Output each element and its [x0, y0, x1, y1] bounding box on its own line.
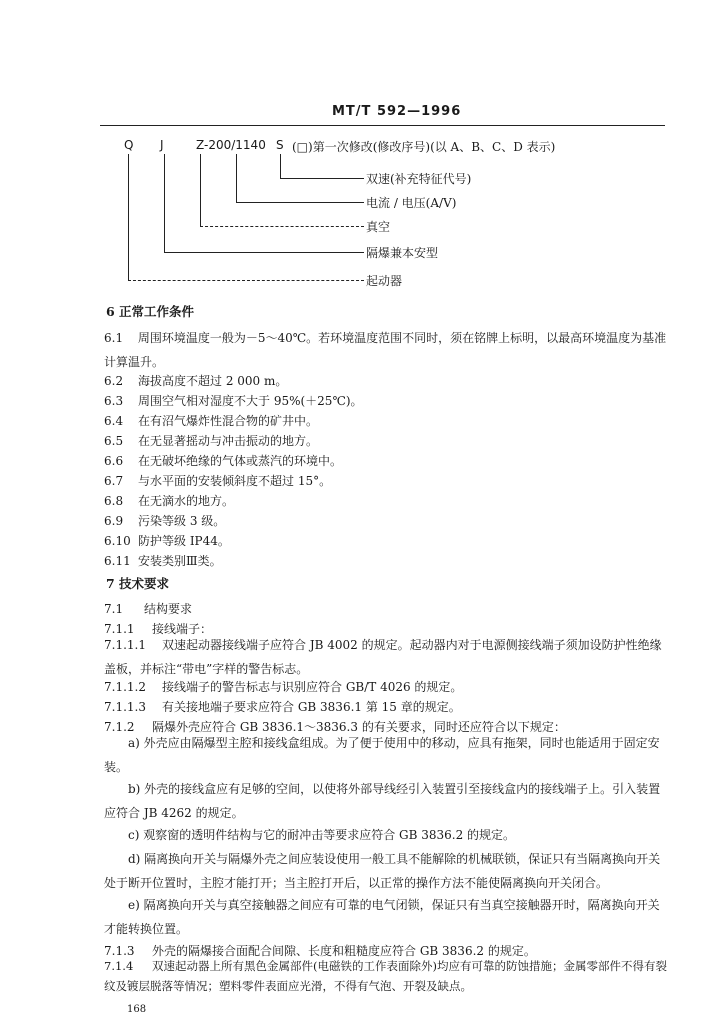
clause-text: 接线端子的警告标志与识别应符合 GB/T 4026 的规定。 — [162, 680, 463, 694]
code-rating: Z-200/1140 — [196, 138, 266, 152]
clause-number: 7.1.1.1 — [104, 638, 146, 652]
clause-7-1-2-b — [104, 778, 669, 825]
clause-text: 隔爆外壳应符合 GB 3836.1～3836.3 的有关要求，同时还应符合以下规定： — [152, 720, 566, 734]
q-connector-horizontal — [128, 280, 364, 281]
clause-text: 在无破坏绝缘的气体或蒸汽的环境中。 — [138, 454, 343, 468]
clause-text: c) 观察窗的透明件结构与它的耐冲击等要求应符合 GB 3836.2 的规定。 — [128, 828, 516, 842]
standard-code-header: MT/T 592—1996 — [332, 104, 462, 119]
header-rule — [100, 125, 665, 126]
j-connector-horizontal — [164, 252, 364, 253]
clause-6-5 — [104, 432, 318, 449]
clause-number: 6.4 — [104, 414, 124, 428]
clause-6-8 — [104, 492, 234, 509]
clause-6-4 — [104, 412, 318, 429]
clause-7-1 — [104, 600, 192, 617]
clause-number: 6.10 — [104, 534, 131, 548]
clause-text: 防护等级 IP44。 — [138, 534, 230, 548]
clause-text: 接线端子： — [152, 622, 213, 636]
clause-number: 7.1.1 — [104, 622, 135, 636]
clause-number: 7.1.1.2 — [104, 680, 146, 694]
clause-text: 在有沼气爆炸性混合物的矿井中。 — [138, 414, 319, 428]
clause-number: 7.1.2 — [104, 720, 135, 734]
label-current-voltage: 电流 / 电压(A/V) — [366, 196, 457, 210]
code-revision-note: (□)第一次修改(修改序号)(以 A、B、C、D 表示) — [292, 140, 556, 154]
clause-6-7 — [104, 472, 331, 489]
q-connector-vertical — [128, 154, 129, 280]
clause-text: 周围环境温度一般为－5～40℃。若环境温度范围不同时，须在铭牌上标明，以最高环境温度为基准计算温升。 — [104, 331, 667, 369]
clause-7-1-2-a — [104, 732, 669, 779]
clause-6-6 — [104, 452, 342, 469]
page-number: 168 — [127, 1004, 147, 1015]
s-connector-horizontal — [280, 178, 364, 179]
z-connector-vertical — [200, 154, 201, 226]
clause-text: 双速起动器接线端子应符合 JB 4002 的规定。起动器内对于电源侧接线端子须加设防护性绝缘盖板，并标注“带电”字样的警告标志。 — [104, 638, 662, 676]
clause-text: a) 外壳应由隔爆型主腔和接线盒组成。为了便于使用中的移动，应具有拖架，同时也能适用于固定安装。 — [104, 736, 660, 774]
clause-number: 7.1 — [104, 602, 124, 616]
clause-number: 6.11 — [104, 554, 131, 568]
clause-6-11 — [104, 552, 222, 569]
clause-number: 6.9 — [104, 514, 124, 528]
j-connector-vertical — [164, 154, 165, 252]
clause-text: 安装类别Ⅲ类。 — [138, 554, 222, 568]
clause-number: 6.2 — [104, 374, 124, 388]
clause-text: 双速起动器上所有黑色金属部件(电磁铁的工作表面除外)均应有可靠的防蚀措施；金属零部件不得有裂纹及镀层脱落等情况；塑料零件表面应光滑，不得有气泡、开裂及缺点。 — [104, 959, 667, 993]
clause-number: 6.3 — [104, 394, 124, 408]
clause-number: 6.8 — [104, 494, 124, 508]
clause-number: 7.1.4 — [104, 959, 134, 973]
label-vacuum: 真空 — [366, 220, 391, 234]
clause-6-2 — [104, 372, 287, 389]
clause-number: 6.1 — [104, 331, 124, 345]
clause-text: 在无显著摇动与冲击振动的地方。 — [138, 434, 319, 448]
clause-text: 有关接地端子要求应符合 GB 3836.1 第 15 章的规定。 — [162, 700, 461, 714]
clause-6-9 — [104, 512, 225, 529]
clause-text: e) 隔离换向开关与真空接触器之间应有可靠的电气闭锁，保证只有当真空接触器开时，隔离换向开关才能转换位置。 — [104, 898, 660, 936]
code-letter-q: Q — [124, 138, 134, 152]
clause-text: b) 外壳的接线盒应有足够的空间，以使将外部导线经引入装置引至接线盒内的接线端子上。引入装置应符合 JB 4262 的规定。 — [104, 782, 661, 820]
rating-connector-horizontal — [236, 202, 364, 203]
clause-7-1-1-1 — [104, 634, 669, 681]
clause-number: 6.6 — [104, 454, 124, 468]
code-letter-s: S — [276, 138, 284, 152]
code-letter-j: J — [160, 138, 164, 152]
z-connector-horizontal — [200, 226, 364, 227]
clause-text: 结构要求 — [144, 602, 193, 616]
clause-7-1-2-c — [104, 824, 669, 848]
clause-text: 在无滴水的地方。 — [138, 494, 235, 508]
section-7-heading: 7 技术要求 — [106, 576, 170, 591]
clause-7-1-4 — [104, 956, 669, 996]
clause-7-1-1-2 — [104, 678, 462, 695]
clause-number: 7.1.1.3 — [104, 700, 146, 714]
clause-text: 海拔高度不超过 2 000 m。 — [138, 374, 288, 388]
label-dual-speed: 双速(补充特征代号) — [366, 172, 472, 186]
clause-7-1-2-e — [104, 894, 669, 941]
clause-text: 周围空气相对湿度不大于 95%(＋25℃)。 — [138, 394, 363, 408]
label-flameproof-intrinsic: 隔爆兼本安型 — [366, 246, 439, 260]
clause-6-3 — [104, 392, 363, 409]
clause-number: 7.1.3 — [104, 944, 135, 958]
section-6-heading: 6 正常工作条件 — [106, 304, 195, 319]
clause-text: 与水平面的安装倾斜度不超过 15°。 — [138, 474, 332, 488]
label-starter: 起动器 — [366, 274, 403, 288]
clause-7-1-1-3 — [104, 698, 461, 715]
rating-connector-vertical — [236, 154, 237, 202]
clause-7-1-2-d — [104, 848, 669, 895]
clause-text: 外壳的隔爆接合面配合间隙、长度和粗糙度应符合 GB 3836.2 的规定。 — [152, 944, 536, 958]
s-connector-vertical — [280, 154, 281, 178]
clause-6-1 — [104, 327, 669, 374]
clause-text: d) 隔离换向开关与隔爆外壳之间应装设使用一般工具不能解除的机械联锁，保证只有当隔离换向开关处于断开位置时，主腔才能打开；当主腔打开后，以正常的操作方法不能使隔离换向开关闭合。 — [104, 852, 661, 890]
clause-number: 6.5 — [104, 434, 124, 448]
clause-6-10 — [104, 532, 230, 549]
clause-number: 6.7 — [104, 474, 124, 488]
clause-text: 污染等级 3 级。 — [138, 514, 226, 528]
